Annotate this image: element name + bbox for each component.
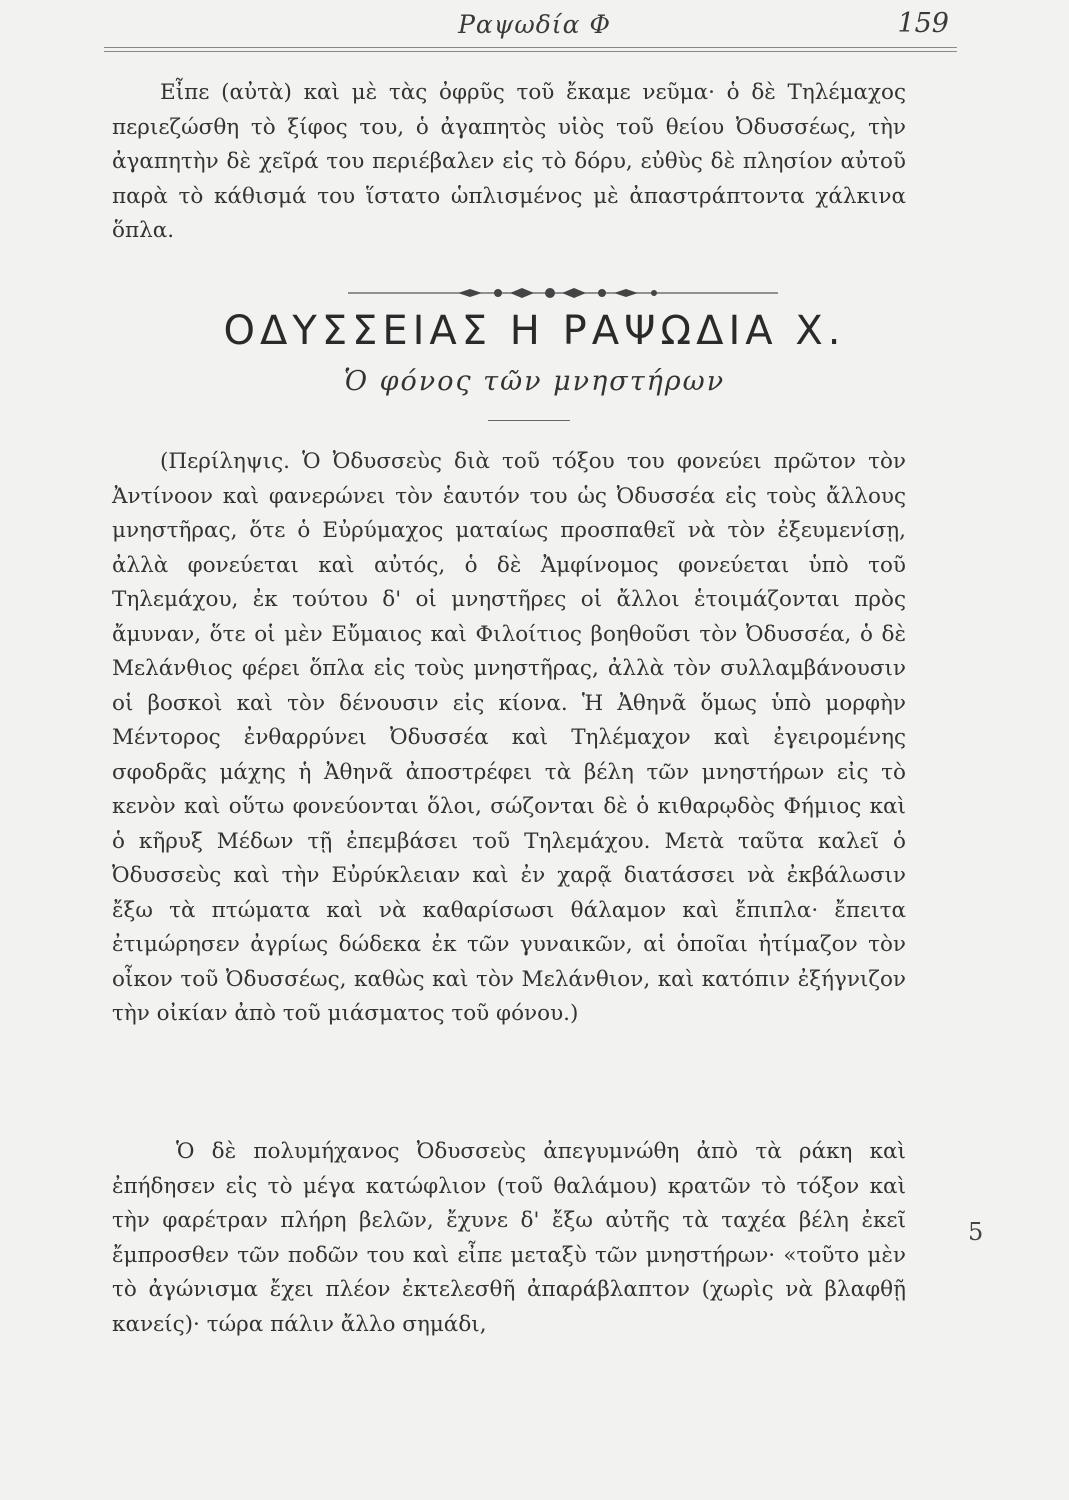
header-rule: [104, 47, 957, 52]
paragraph-closing-book-21: Εἶπε (αὐτὰ) καὶ μὲ τὰς ὀφρῦς τοῦ ἔκαμε νεῦμα· ὁ δὲ Τηλέμαχος περιεζώσθη τὸ ξίφος του, ὁ ἀγαπητὸς υἱὸς τοῦ θείου Ὀδυσσέως, τὴν ἀγαπητὴν δὲ χεῖρά του περιέβαλεν εἰς τὸ δόρυ, εὐθὺς δὲ πλησίον αὐτοῦ παρὰ τὸ κάθισμά του ἵστατο ὡπλισμένος μὲ ἀπαστράπτοντα χάλκινα ὅπλα.: [112, 80, 906, 243]
chapter-subtitle: Ὁ φόνος τῶν μνηστήρων: [343, 366, 726, 397]
page-number: 159: [897, 8, 949, 39]
subtitle-rule: [488, 420, 570, 421]
ornament-divider: [348, 283, 778, 303]
running-title: Ραψωδία Φ: [458, 10, 611, 39]
paragraph-opening-book-22: Ὁ δὲ πολυμήχανος Ὀδυσσεὺς ἀπεγυμνώθη ἀπὸ τὰ ράκη καὶ ἐπήδησεν εἰς τὸ μέγα κατώφλιον (τοῦ θαλάμου) κρατῶν τὸ τόξον καὶ τὴν φαρέτραν πλήρη βελῶν, ἔχυνε δ' ἔξω αὐτῆς τὰ ταχέα βέλη ἐκεῖ ἔμπροσθεν τῶν ποδῶν του καὶ εἶπε μεταξὺ τῶν μνηστήρων· «τοῦτο μὲν τὸ ἀγώνισμα ἔχει πλέον ἐκτελεσθῆ ἀπαράβλαπτον (χωρὶς νὰ βλαφθῇ κανείς)· τώρα πάλιν ἄλλο σημάδι,: [112, 1139, 906, 1337]
summary-paragraph: (Περίληψις. Ὁ Ὀδυσσεὺς διὰ τοῦ τόξου του φονεύει πρῶτον τὸν Ἀντίνοον καὶ φανερώνει τὸν ἑαυτόν του ὡς Ὀδυσσέα εἰς τοὺς ἄλλους μνηστῆρας, ὅτε ὁ Εὐρύμαχος ματαίως προσπαθεῖ νὰ τὸν ἐξευμενίσῃ, ἀλλὰ φονεύεται καὶ αὐτός, ὁ δὲ Ἀμφίνομος φονεύεται ὑπὸ τοῦ Τηλεμάχου, ἐκ τούτου δ' οἱ μνηστῆρες οἱ ἄλλοι ἑτοιμάζονται πρὸς ἄμυναν, ὅτε οἱ μὲν Εὔμαιος καὶ Φιλοίτιος βοηθοῦσι τὸν Ὀδυσσέα, ὁ δὲ Μελάνθιος φέρει ὅπλα εἰς τοὺς μνηστῆρας, ἀλλὰ τὸν συλλαμβάνουσιν οἱ βοσκοὶ καὶ τὸν δένουσιν εἰς κίονα. Ἡ Ἀθηνᾶ ὅμως ὑπὸ μορφὴν Μέντορος ἐνθαρρύνει Ὀδυσσέα καὶ Τηλέμαχον καὶ ἐγειρομένης σφοδρᾶς μάχης ἡ Ἀθηνᾶ ἀποστρέφει τὰ βέλη τῶν μνηστήρων εἰς τὸ κενὸν καὶ οὕτω φονεύονται ὅλοι, σώζονται δὲ ὁ κιθαρῳδὸς Φήμιος καὶ ὁ κῆρυξ Μέδων τῇ ἐπεμβάσει τοῦ Τηλεμάχου. Μετὰ ταῦτα καλεῖ ὁ Ὀδυσσεὺς καὶ τὴν Εὐρύκλειαν καὶ ἐν χαρᾷ διατάσσει νὰ ἐκβάλωσιν ἔξω τὰ πτώματα καὶ νὰ καθαρίσωσι θάλαμον καὶ ἔπιπλα· ἔπειτα ἐτιμώρησεν ἀγρίως δώδεκα ἐκ τῶν γυναικῶν, αἱ ὁποῖαι ἠτίμαζον τὸν οἶκον τοῦ Ὀδυσσέως, καθὼς καὶ τὸν Μελάνθιον, καὶ κατόπιν ἐξήγνιζον τὴν οἰκίαν ἀπὸ τοῦ μιάσματος τοῦ φόνου.): [112, 449, 906, 1026]
chapter-title: ΟΔΥΣΣΕΙΑΣ Η ΡΑΨΩΔΙΑ Χ.: [223, 308, 846, 354]
margin-line-number: 5: [968, 1218, 984, 1246]
